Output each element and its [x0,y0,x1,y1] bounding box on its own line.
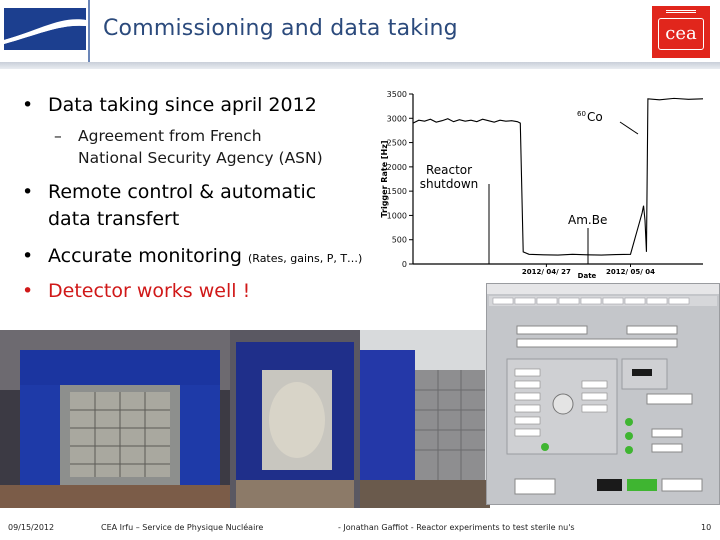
detector-photo [0,330,490,508]
annotation-co: Co [587,110,603,124]
page-title: Commissioning and data taking [103,16,458,41]
y-axis-label: Trigger Rate [Hz] [380,140,389,218]
annotation-co-arrow [620,122,638,134]
irfu-logo [0,0,90,62]
annotation-reactor-2: shutdown [419,177,479,191]
annotation-ambe: Am.Be [568,213,608,227]
cea-logo [652,6,710,58]
cea-logo-text: cea [658,18,704,50]
monitoring-screenshot [486,283,720,505]
x-tick-label: 2012/ 05/ 04 [606,268,655,276]
x-tick-label: 2012/ 04/ 27 [521,268,571,276]
footer-date: 09/15/2012 [8,523,55,532]
footer-author: - Jonathan Gaffiot - Reactor experiments to test sterile nu's [338,523,575,532]
annotation-co-isotope: 60 [577,110,586,118]
y-tick-label: 3500 [386,90,407,99]
y-tick-label: 1000 [386,211,407,221]
y-tick-label: 1500 [386,187,407,197]
x-axis-label: Date [577,272,597,278]
y-tick-label: 3000 [386,114,407,124]
annotation-reactor-1: Reactor [425,163,473,177]
y-tick-label: 0 [401,260,407,269]
y-tick-label: 500 [391,235,407,245]
footer-page-number: 10 [701,523,712,532]
y-tick-label: 2500 [386,138,407,148]
header-divider [0,62,720,69]
footer-org: CEA Irfu – Service de Physique Nucléaire [101,523,264,532]
trigger-rate-chart [375,86,715,278]
y-tick-label: 2000 [386,162,407,172]
